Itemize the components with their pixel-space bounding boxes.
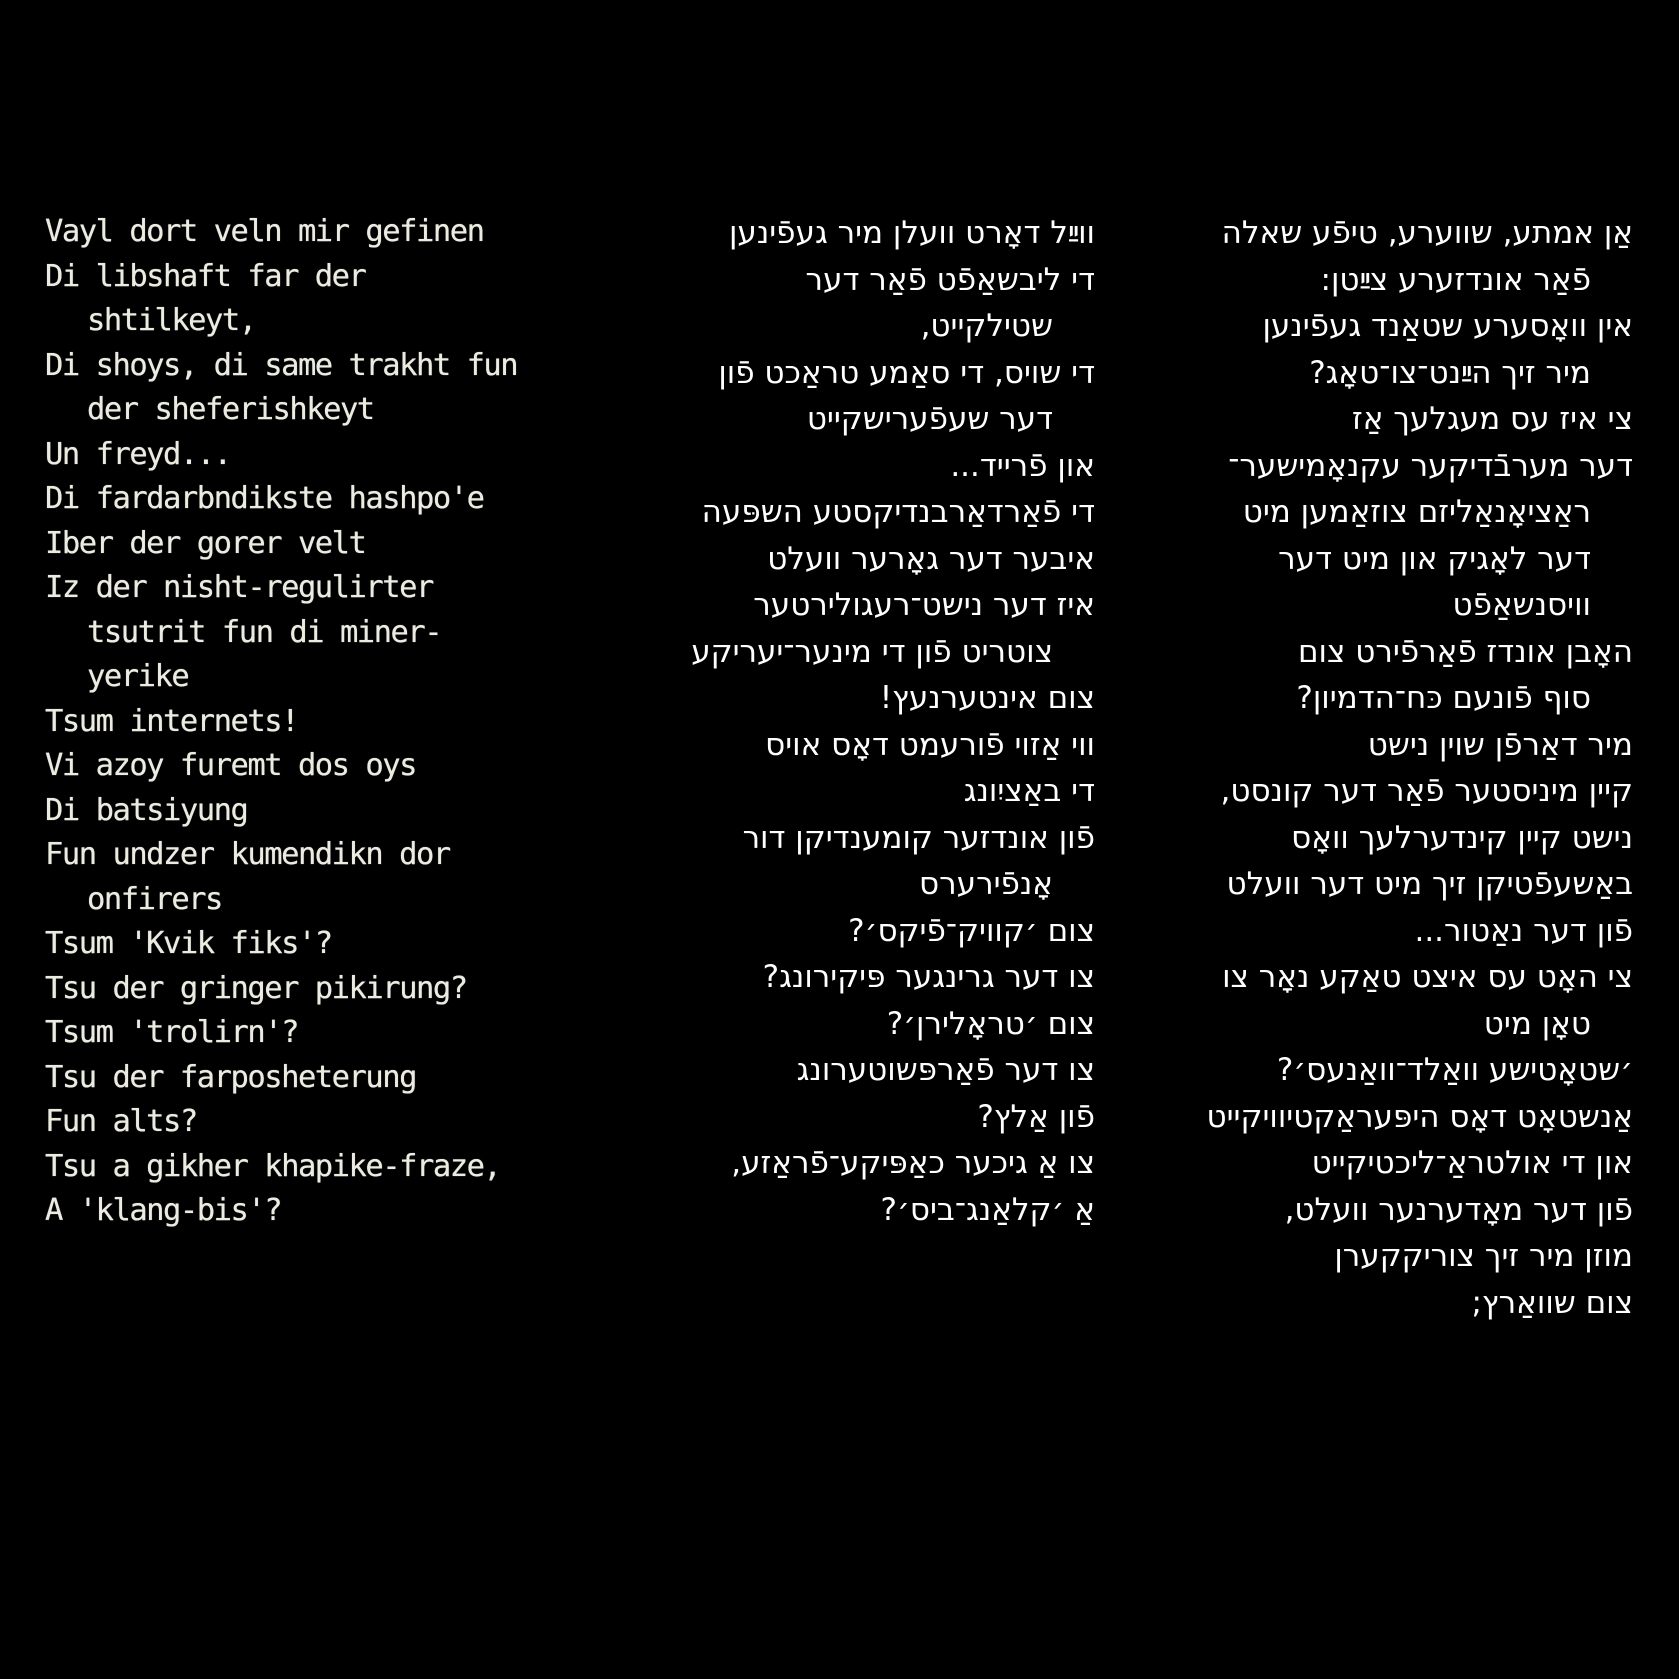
poem-line: צו דער פֿאַרפּשוטערונג [796, 1052, 1095, 1088]
yiddish-right-column [1113, 210, 1633, 1326]
poem-line: Tsu a gikher khapike-fraze, [45, 1148, 501, 1184]
poem-line: der sheferishkeyt [87, 392, 374, 427]
poem-line: באַשעפֿטיקן זיך מיט דער וועלט [1226, 866, 1633, 902]
poem-line: onfirers [87, 881, 222, 917]
poem-line: סוף פֿונעם כּח־הדמיון? [1296, 680, 1591, 716]
poem-line: האָבן אונדז פֿאַרפֿירט צום [1297, 633, 1633, 670]
poem-line: צי האָט עס איצט טאַקע נאָר צו [1222, 959, 1633, 995]
poem-line: Tsum internets! [45, 703, 298, 739]
poem-line: די ליבשאַפֿט פֿאַר דער [805, 261, 1095, 298]
poem-line: Tsu der gringer pikirung? [45, 970, 467, 1006]
poem-line: צום אינטערנעץ! [879, 680, 1095, 716]
poem-line: צום שוואַרץ; [1471, 1284, 1633, 1321]
poem-line: אָנפֿירערס [919, 866, 1053, 902]
poem-line: Un freyd... [45, 436, 231, 472]
yiddish-middle-column [575, 210, 1095, 1233]
poem-line: פֿון דער מאָדערנער וועלט, [1284, 1191, 1633, 1228]
poem-line: Fun undzer kumendikn dor [45, 837, 450, 872]
poem-line: צוטריט פֿון די מינער־יעריקע [691, 633, 1053, 670]
poem-line: און די אולטראַ־ליכטיקייט [1311, 1145, 1633, 1181]
poem-line: Di fardarbndikste hashpo'e [45, 481, 484, 516]
poem-line: שטילקייט, [920, 308, 1053, 344]
poem-line: ווײַל דאָרט וועלן מיר געפֿינען [728, 215, 1095, 251]
poem-line: פֿאַר אונדזערע צײַטן: [1320, 261, 1591, 298]
poem-line: און פֿרייד... [950, 447, 1095, 484]
poem-line: Di batsiyung [45, 792, 248, 828]
poem-line: אַנשטאָט דאָס היפּעראַקטיוויקייט [1206, 1098, 1633, 1135]
poem-line: צום ׳טראָלירן׳? [886, 1005, 1095, 1042]
poem-line: צו אַ גיכער כאַפּיקע־פֿראַזע, [731, 1145, 1095, 1181]
poem-line: ׳שטאָטישע וואַלד־וואַנעס׳? [1276, 1052, 1633, 1088]
poem-line: Tsum 'Kvik fiks'? [45, 926, 332, 961]
transliteration-column [45, 210, 565, 1234]
poem-line: מוזן מיר זיך צוריקקערן [1334, 1238, 1633, 1274]
poem-line: מיר זיך הײַנט־צו־טאָג? [1309, 354, 1591, 391]
poem-line: tsutrit fun di miner- [87, 614, 442, 650]
poem-line: Vi azoy furemt dos oys [45, 748, 416, 783]
poem-line: די באַציִונג [963, 773, 1095, 809]
poem-line: איז דער נישט־רעגולירטער [753, 587, 1095, 623]
poem-line: דער שעפֿערישקייט [806, 401, 1053, 437]
poem-line: Vayl dort veln mir gefinen [45, 214, 484, 249]
poem-line: Di libshaft far der [45, 258, 366, 294]
poem-line: Fun alts? [45, 1104, 197, 1139]
poem-line: צום ׳קוויק־פֿיקס׳? [848, 912, 1095, 949]
poem-line: A 'klang-bis'? [45, 1193, 282, 1228]
poem-line: די פֿאַרדאַרבנדיקסטע השפּעה [701, 494, 1095, 530]
poem-line: קיין מיניסטער פֿאַר דער קונסט, [1220, 773, 1633, 809]
poem-line: shtilkeyt, [87, 303, 256, 338]
poem-line: אַן אמתע, שווערע, טיפֿע שאלה [1221, 215, 1633, 251]
poem-line: דער לאָגיק און מיט דער [1278, 540, 1591, 577]
poem-line: אַ ׳קלאַנג־ביס׳? [880, 1191, 1095, 1228]
poem-line: ראַציאָנאַליזם צוזאַמען מיט [1242, 494, 1591, 530]
poem-line: פֿון אַלץ? [977, 1098, 1095, 1135]
poem-line: פֿון אונדזער קומענדיקן דור [742, 819, 1095, 856]
poem-line: אין וואָסערע שטאַנד געפֿינען [1262, 308, 1633, 344]
poem-line: Iber der gorer velt [45, 525, 366, 561]
poem-line: מיר דאַרפֿן שוין נישט [1367, 726, 1633, 763]
poem-line: די שויס, די סאַמע טראַכט פֿון [718, 354, 1095, 391]
poem-line: Di shoys, di same trakht fun [45, 347, 518, 383]
poem-line: yerike [87, 659, 189, 694]
poem-line: וויסנשאַפֿט [1452, 587, 1591, 623]
poem-line: דער מערבֿדיקער עקנאָמישער־ [1228, 447, 1633, 484]
poem-line: ווי אַזוי פֿורעמט דאָס אויס [765, 726, 1095, 763]
poem-line: Tsum 'trolirn'? [45, 1015, 298, 1050]
poem-line: טאָן מיט [1483, 1005, 1591, 1042]
poem-line: צו דער גרינגער פּיקירונג? [762, 959, 1095, 995]
poem-line: איבער דער גאָרער וועלט [767, 540, 1095, 577]
poem-line: Tsu der farposheterung [45, 1059, 416, 1095]
poem-line: נישט קיין קינדערלעך וואָס [1291, 819, 1633, 856]
poem-line: Iz der nisht-regulirter [45, 570, 433, 605]
poem-line: פֿון דער נאַטור... [1414, 912, 1633, 949]
poem-line: צי איז עס מעגלעך אַז [1351, 401, 1633, 437]
